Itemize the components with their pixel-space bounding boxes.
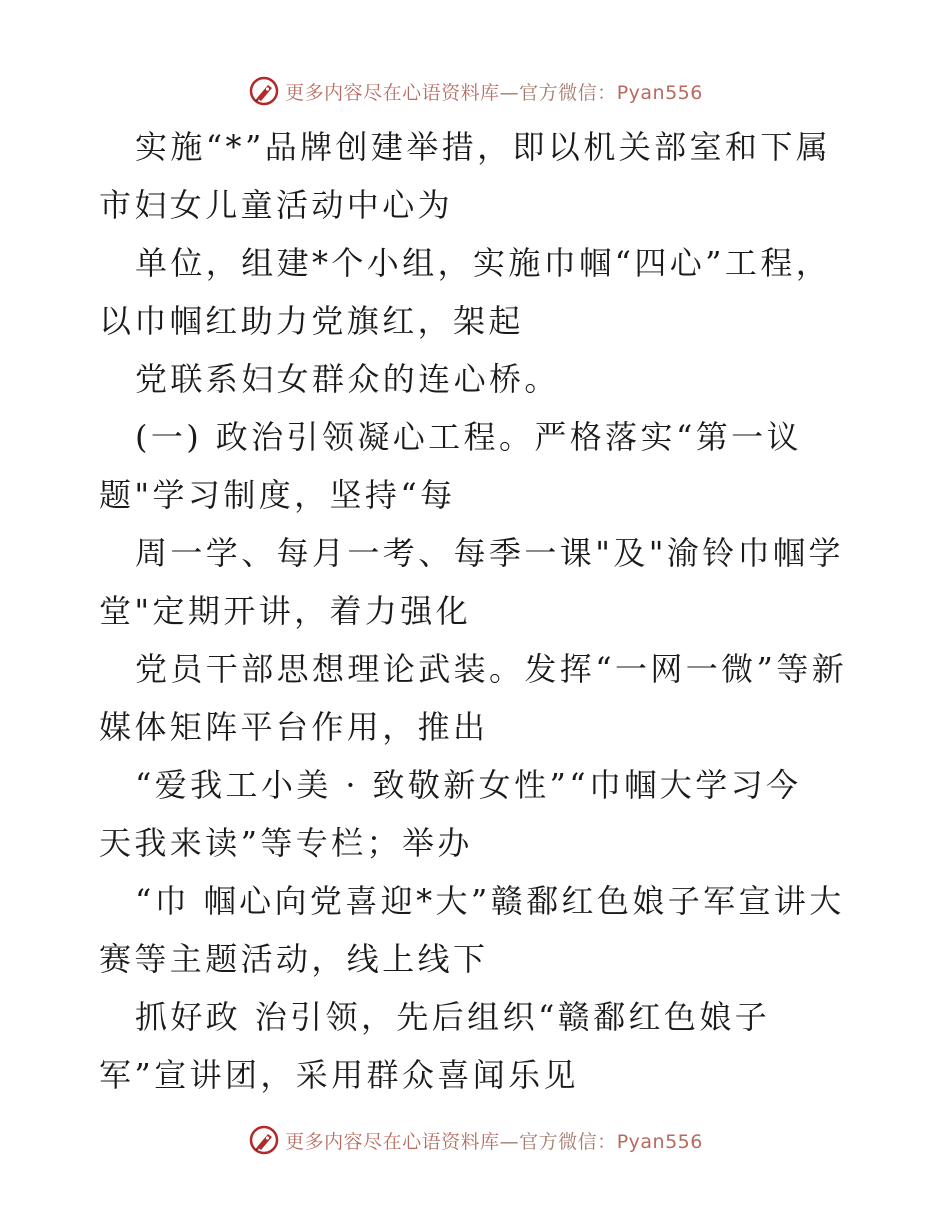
body-line-13: 天我来读”等专栏；举办 [99, 824, 473, 862]
body-line-12: “爱我工小美 · 致敬新女性”“巾帼大学习今 [135, 766, 802, 804]
header-banner-id: Pyan556 [616, 81, 703, 104]
pen-nib-logo-icon [247, 74, 281, 108]
body-line-2: 市妇女儿童活动中心为 [99, 186, 454, 224]
body-line-9: 堂"定期开讲，着力强化 [99, 592, 472, 630]
body-line-6: (一) 政治引领凝心工程。严格落实“第一议 [135, 418, 802, 456]
header-banner [0, 71, 950, 111]
body-line-16: 抓好政 治引领，先后组织“赣鄱红色娘子 [135, 998, 771, 1036]
body-line-10: 党员干部思想理论武装。发挥“一网一微”等新 [135, 650, 848, 688]
header-banner-dash: —官方微信： [499, 81, 617, 104]
body-line-7: 题"学习制度，坚持“每 [99, 476, 456, 514]
body-line-11: 媒体矩阵平台作用，推出 [99, 708, 489, 746]
pen-nib-logo-icon [247, 1123, 281, 1157]
body-line-1: 实施“*”品牌创建举措，即以机关部室和下属 [135, 128, 832, 166]
body-line-15: 赛等主题活动，线上线下 [99, 940, 489, 978]
body-line-3: 单位，组建*个小组，实施巾帼“四心”工程， [135, 244, 832, 282]
footer-banner [0, 1120, 950, 1160]
footer-banner-main: 更多内容尽在心语资料库 [285, 1130, 500, 1153]
footer-banner-text [285, 1127, 703, 1154]
body-line-17: 军”宣讲团，采用群众喜闻乐见 [99, 1056, 579, 1094]
body-line-8: 周一学、每月一考、每季一课"及"渝铃巾帼学 [135, 534, 844, 572]
body-line-14: “巾 帼心向党喜迎*大”赣鄱红色娘子军宣讲大 [135, 882, 845, 920]
body-line-4: 以巾帼红助力党旗红，架起 [99, 302, 524, 340]
body-line-5: 党联系妇女群众的连心桥。 [135, 360, 560, 398]
footer-banner-id: Pyan556 [616, 1130, 703, 1153]
header-banner-main: 更多内容尽在心语资料库 [285, 81, 500, 104]
footer-banner-dash: —官方微信： [499, 1130, 617, 1153]
header-banner-text [285, 78, 703, 105]
